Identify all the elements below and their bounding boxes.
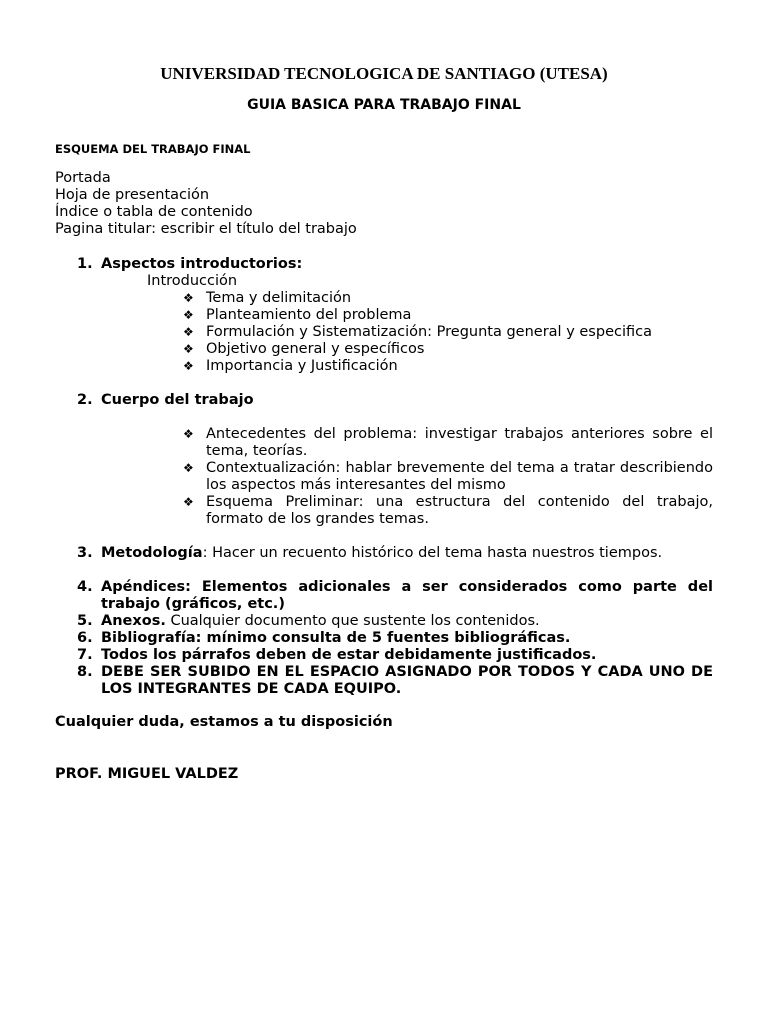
- section-3-number: 3.: [77, 545, 93, 561]
- signature: PROF. MIGUEL VALDEZ: [55, 766, 239, 782]
- section-1-bullets: [183, 290, 713, 375]
- guide-title: GUIA BASICA PARA TRABAJO FINAL: [247, 97, 521, 113]
- bullet-item: ❖ Importancia y Justificación: [183, 358, 398, 374]
- diamond-bullet-icon: ❖: [183, 427, 194, 441]
- bullet-item: ❖ Contextualización: hablar brevemente del tema a tratar describiendo los aspectos más interesantes del mismo: [183, 460, 713, 493]
- section-5-number: 5.: [77, 613, 93, 629]
- section-2-bullets: [183, 426, 713, 528]
- section-6-text: Bibliografía: mínimo consulta de 5 fuentes bibliográficas.: [101, 630, 571, 646]
- bullet-item: ❖ Objetivo general y específicos: [183, 341, 425, 357]
- section-1-subheading: Introducción: [147, 273, 238, 289]
- section-5-title: Anexos.: [101, 613, 166, 629]
- diamond-bullet-icon: ❖: [183, 461, 194, 475]
- front-matter-item: Portada: [55, 170, 111, 186]
- bullet-item: ❖ Formulación y Sistematización: Pregunta general y especifica: [183, 324, 652, 340]
- bullet-item: ❖ Antecedentes del problema: investigar trabajos anteriores sobre el tema, teorías.: [183, 426, 713, 459]
- section-8-text: DEBE SER SUBIDO EN EL ESPACIO ASIGNADO POR TODOS Y CADA UNO DE LOS INTEGRANTES DE CADA EQUIPO.: [101, 664, 713, 697]
- section-2-number: 2.: [77, 392, 93, 408]
- section-7-text: Todos los párrafos deben de estar debidamente justificados.: [101, 647, 597, 663]
- section-1-number: 1.: [77, 256, 93, 272]
- section-3-rest: : Hacer un recuento histórico del tema hasta nuestros tiempos.: [202, 545, 663, 561]
- section-2-title: Cuerpo del trabajo: [101, 392, 254, 408]
- section-5-rest: Cualquier documento que sustente los contenidos.: [165, 613, 540, 629]
- section-4-text: Apéndices: Elementos adicionales a ser considerados como parte del trabajo (gráficos, etc.): [101, 579, 713, 612]
- section-3-title: Metodología: [101, 545, 203, 561]
- diamond-bullet-icon: ❖: [183, 308, 194, 322]
- diamond-bullet-icon: ❖: [183, 359, 194, 373]
- front-matter-list: [55, 170, 357, 238]
- section-7-number: 7.: [77, 647, 93, 663]
- bullet-item: ❖ Tema y delimitación: [183, 290, 352, 306]
- section-5-text: [101, 613, 713, 630]
- front-matter-item: Índice o tabla de contenido: [55, 204, 253, 220]
- section-6-number: 6.: [77, 630, 93, 646]
- section-8-number: 8.: [77, 664, 93, 680]
- university-title: UNIVERSIDAD TECNOLOGICA DE SANTIAGO (UTESA): [160, 64, 608, 83]
- schema-label: ESQUEMA DEL TRABAJO FINAL: [55, 142, 251, 156]
- section-4-number: 4.: [77, 579, 93, 595]
- bullet-item: ❖ Planteamiento del problema: [183, 307, 412, 323]
- diamond-bullet-icon: ❖: [183, 342, 194, 356]
- bullet-item: ❖ Esquema Preliminar: una estructura del contenido del trabajo, formato de los grandes temas.: [183, 494, 713, 527]
- section-3-text: [101, 545, 713, 562]
- diamond-bullet-icon: ❖: [183, 325, 194, 339]
- front-matter-item: Pagina titular: escribir el título del trabajo: [55, 221, 357, 237]
- diamond-bullet-icon: ❖: [183, 495, 194, 509]
- closing-line: Cualquier duda, estamos a tu disposición: [55, 714, 393, 730]
- section-1-title: Aspectos introductorios:: [101, 256, 303, 272]
- front-matter-item: Hoja de presentación: [55, 187, 210, 203]
- diamond-bullet-icon: ❖: [183, 291, 194, 305]
